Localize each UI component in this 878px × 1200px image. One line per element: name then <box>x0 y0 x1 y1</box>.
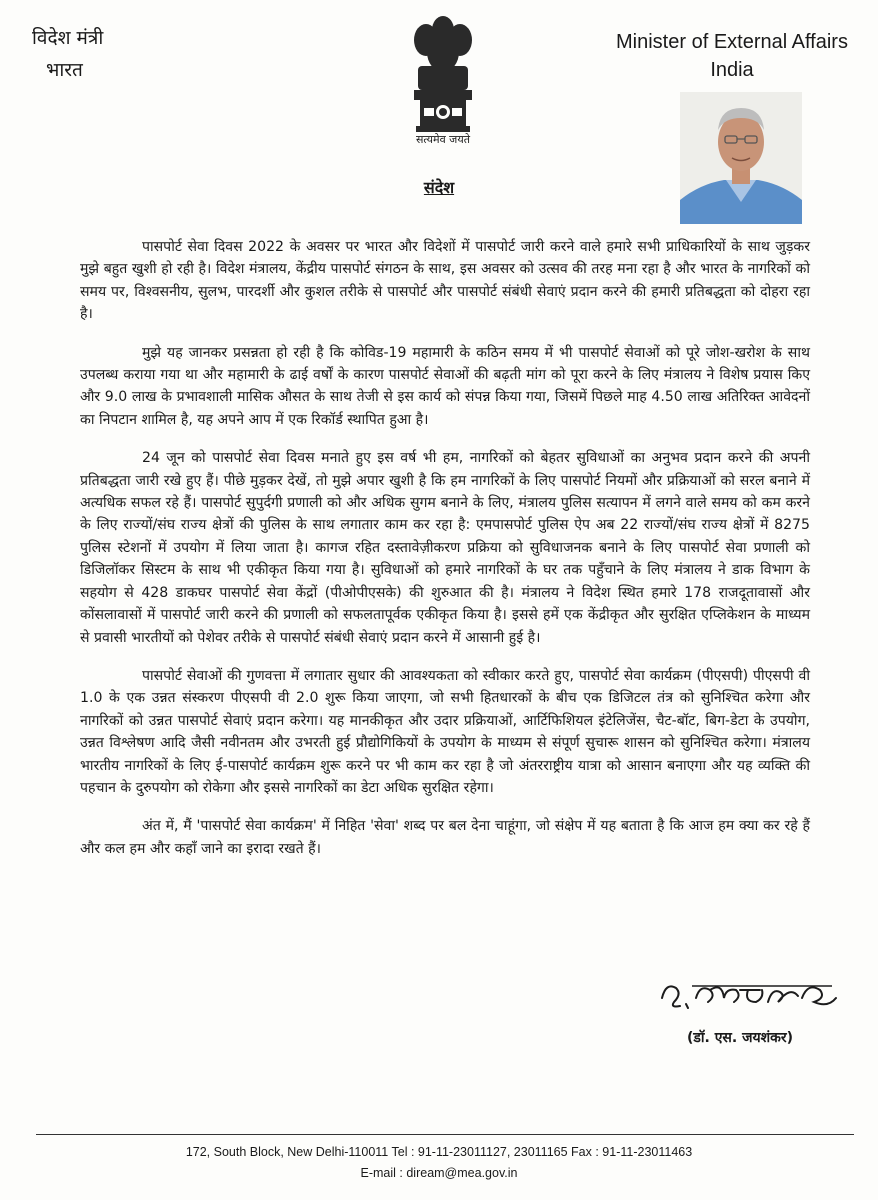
signatory-name: (डॉ. एस. जयशंकर) <box>686 1030 793 1046</box>
paragraph: पासपोर्ट सेवाओं की गुणवत्ता में लगातार सुधार की आवश्यकता को स्वीकार करते हुए, पासपोर्ट सेवा कार्यक्रम (पीएसपी) पीएसपी वी 1.0 के एक उन्नत संस्करण पीएसपी वी 2.0 शुरू किया जाएगा, जो सभी हितधारकों के बीच एक डिजिटल तंत्र को सुनिश्चित करेगा और नागरिकों को उन्नत पासपोर्ट सेवाएं प्रदान करेगा। यह मानकीकृत और उदार प्रक्रियाओं, आर्टिफिशियल इंटेलिजेंस, चैट-बॉट, बिग-डेटा के उपयोग, उन्नत विश्लेषण आदि जैसी नवीनतम और उभरती हुई प्रौद्योगिकियों के उपयोग के माध्यम से संपूर्ण सुचारू शासन को सुनिश्चित करेगा। मंत्रालय भारतीय नागरिकों के लिए ई-पासपोर्ट कार्यक्रम शुरू करने पर भी काम कर रहा है जो अंतरराष्ट्रीय यात्रा को आसान बनाएगा और यह व्यक्ति की पहचान के दुरुपयोग को रोकेगा और इससे नागरिकों का डेटा अधिक सुरक्षित रहेगा। <box>80 667 810 796</box>
national-emblem-icon <box>398 8 488 148</box>
paragraph: अंत में, मैं 'पासपोर्ट सेवा कार्यक्रम' में निहित 'सेवा' शब्द पर बल देना चाहूंगा, जो संक्षेप में यह बताता है कि आज हम क्या कर रहे हैं और कल हम और कहाँ जाने का इरादा रखते हैं। <box>80 818 810 857</box>
emblem-motto: सत्यमेव जयते <box>415 133 470 146</box>
footer-email: E-mail : diream@mea.gov.in <box>360 1166 518 1180</box>
header-right <box>602 28 862 84</box>
footer <box>0 1142 878 1184</box>
handwritten-signature <box>652 968 842 1018</box>
country-english: India <box>710 59 754 81</box>
header-left <box>32 22 103 86</box>
paragraph: पासपोर्ट सेवा दिवस 2022 के अवसर पर भारत और विदेशों में पासपोर्ट जारी करने वाले हमारे सभी प्राधिकारियों के साथ जुड़कर मुझे बहुत खुशी हो रही है। विदेश मंत्रालय, केंद्रीय पासपोर्ट संगठन के साथ, इस अवसर को उत्सव की तरह मना रहा है और भारत के नागरिकों को समय पर, विश्वसनीय, सुलभ, पारदर्शी और कुशल तरीके से पासपोर्ट और पासपोर्ट संबंधी सेवाएं प्रदान करने की हमारी प्रतिबद्धता को दोहरा रहा है। <box>80 239 810 323</box>
footer-divider <box>36 1134 854 1135</box>
letter-title: संदेश <box>423 178 455 197</box>
paragraph: मुझे यह जानकर प्रसन्नता हो रही है कि कोविड-19 महामारी के कठिन समय में भी पासपोर्ट सेवाओं को पूरे जोश-खरोश के साथ उपलब्ध कराया गया था और महामारी के ढाई वर्षों के कारण पासपोर्ट सेवाओं की बढ़ती मांग को पूरा करने के लिए मंत्रालय ने विशेष प्रयास किए और 9.0 लाख के प्रभावशाली मासिक औसत के साथ तेजी से इस कार्य को संपन्न किया गया, जिसमें पिछले माह 4.50 लाख अतिरिक्त आवेदनों का निपटान शामिल है, यह अपने आप में एक रिकॉर्ड स्थापित हुआ है। <box>80 344 810 428</box>
title-hindi: विदेश मंत्री <box>32 27 104 49</box>
portrait-image <box>680 92 802 224</box>
letter-body <box>80 236 810 876</box>
footer-address: 172, South Block, New Delhi-110011 Tel : 91-11-23011127, 23011165 Fax : 91-11-23011463 <box>185 1145 693 1159</box>
portrait-photo <box>680 92 802 224</box>
paragraph: 24 जून को पासपोर्ट सेवा दिवस मनाते हुए इस वर्ष भी हम, नागरिकों को बेहतर सुविधाओं का अनुभव प्रदान करने की अपनी प्रतिबद्धता जारी रखे हुए हैं। पीछे मुड़कर देखें, तो मुझे अपार खुशी है कि हम नागरिकों के लिए पासपोर्ट नियमों और प्रक्रियाओं को सरल बनाने में अत्यधिक सफल रहे हैं। पासपोर्ट सुपुर्दगी प्रणाली को और अधिक सुगम बनाने के लिए, मंत्रालय पुलिस सत्यापन में लगने वाले समय को कम करने के लिए राज्यों/संघ राज्य क्षेत्रों की पुलिस के साथ लगातार काम कर रहा है: एमपासपोर्ट पुलिस ऐप अब 22 राज्यों/संघ राज्य क्षेत्रों में 8275 पुलिस स्टेशनों में उपयोग में लिया जाता है। कागज रहित दस्तावेज़ीकरण प्रक्रिया को सुविधाजनक बनाने के लिए पासपोर्ट सेवा प्रणाली को डिजिलॉकर सिस्टम के साथ भी एकीकृत किया गया है। सुविधाओं को हमारे नागरिकों के घर तक पहुँचाने के लिए मंत्रालय ने डाक विभाग के सहयोग से 428 डाकघर पासपोर्ट सेवा केंद्रों (पीओपीएसके) की शुरुआत की है। मंत्रालय ने विदेश स्थित हमारे 178 राजदूतावासों और कोंसलावासों में पासपोर्ट जारी करने की प्रणाली को सफलतापूर्वक एकीकृत किया है। इससे हमें एक केंद्रीकृत और सुरक्षित एप्लिकेशन के माध्यम से प्रवासी भारतीयों को पेशेवर तरीके से पासपोर्ट संबंधी सेवाएं प्रदान करने में आसानी हुई है। <box>80 450 810 646</box>
country-hindi: भारत <box>46 59 83 81</box>
title-english: Minister of External Affairs <box>616 31 848 53</box>
